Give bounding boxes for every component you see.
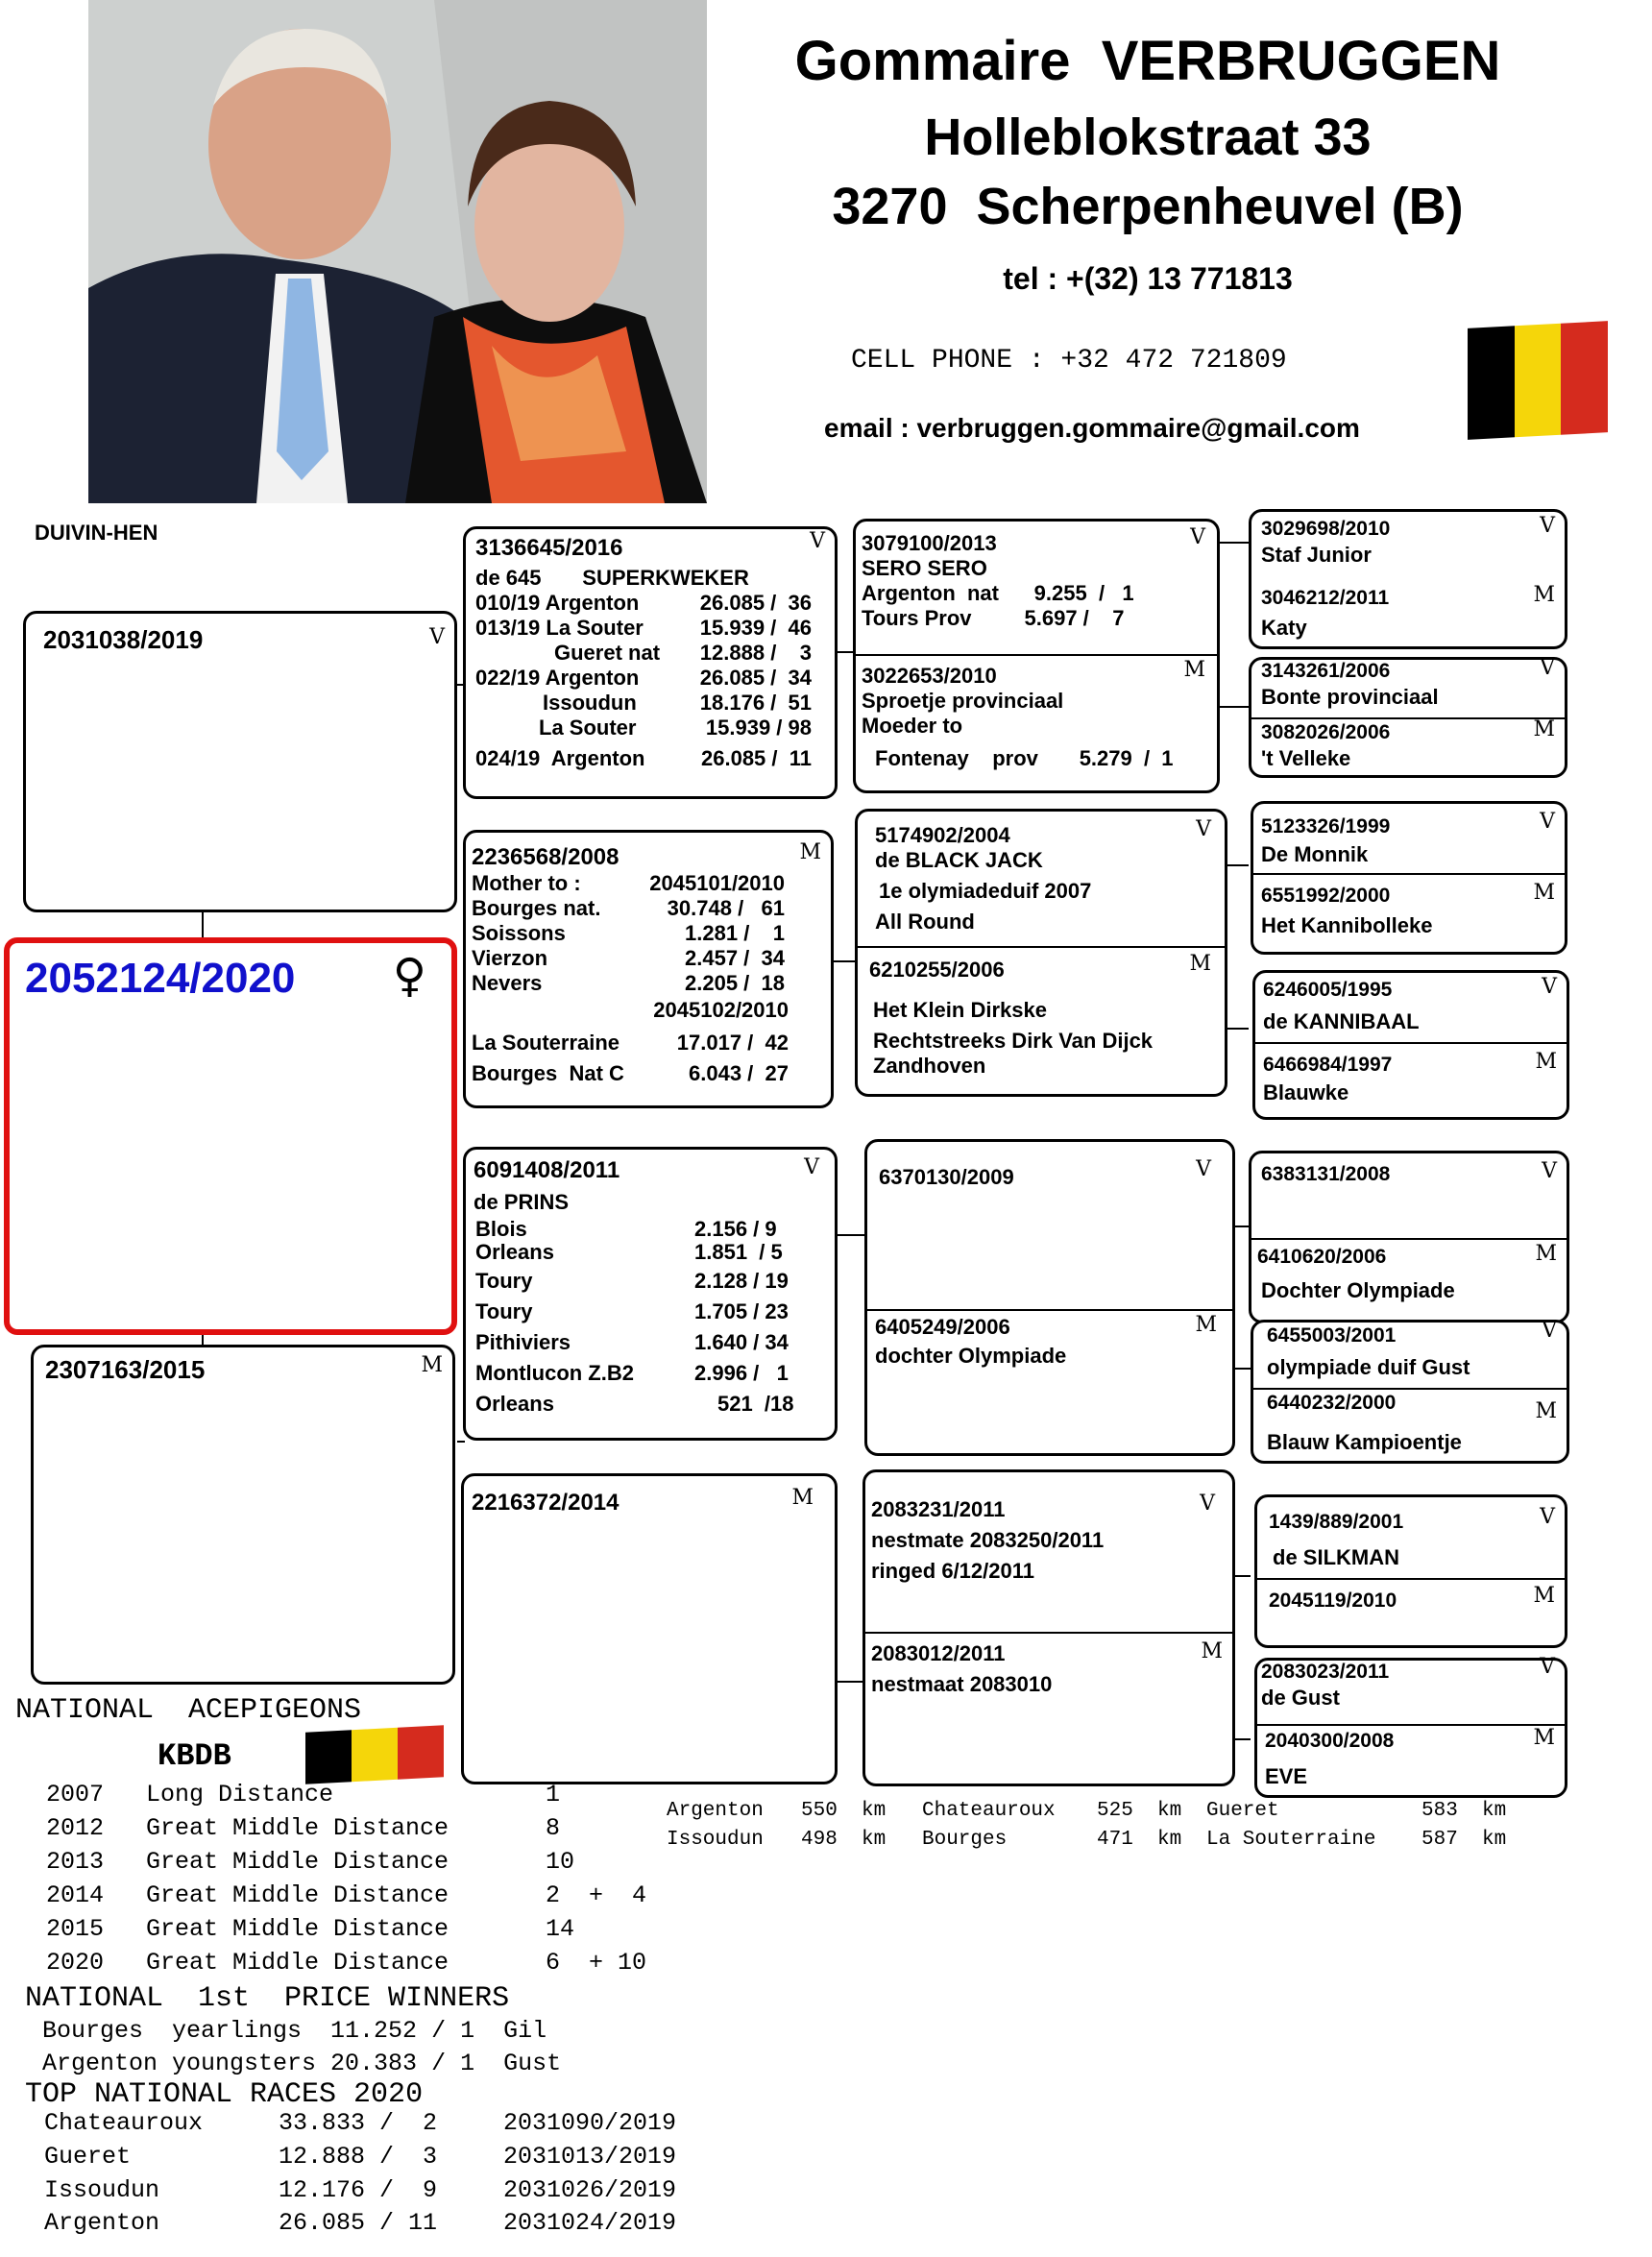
gen4-3-top-sex: V	[1542, 975, 1557, 999]
gen3-3-bottom-sex: M	[1201, 1639, 1223, 1663]
ace-rank: 6 + 10	[546, 1949, 647, 1977]
race-ring: 2031026/2019	[503, 2176, 677, 2204]
gen2-2-l2-label: Toury	[475, 1269, 533, 1293]
gen4-5-bottom-ring: 6440232/2000	[1267, 1392, 1397, 1414]
winner-row: Bourges yearlings 11.252 / 1 Gil	[42, 2017, 547, 2045]
gen3-pair-1-box	[855, 809, 1227, 1097]
subject-box	[4, 937, 457, 1335]
gen3-1-top-l2: All Round	[875, 910, 975, 934]
gen2-2-name: de PRINS	[474, 1190, 570, 1214]
ace-year: 2020	[46, 1949, 105, 1977]
belgian-flag-header	[1468, 321, 1608, 440]
gen4-2-top-name: De Monnik	[1261, 842, 1369, 866]
race-result: 12.888 / 3	[279, 2143, 438, 2171]
ace-category: Great Middle Distance	[146, 1949, 449, 1977]
gen2-2-l1-label: Orleans	[475, 1240, 554, 1264]
gen3-pair-3-box	[862, 1469, 1235, 1786]
gen2-1-l2-label: Soissons	[472, 921, 566, 945]
gen2-1-ring: 2236568/2008	[472, 844, 620, 870]
gen4-1-top-ring: 3143261/2006	[1261, 660, 1391, 682]
gen3-pair-0-box	[853, 519, 1220, 793]
gen2-0-l1-value: 15.939 / 46	[699, 616, 812, 640]
gen2-0-name: de 645 SUPERKWEKER	[475, 566, 749, 590]
race-ring: 2031090/2019	[503, 2109, 677, 2137]
ace-category: Great Middle Distance	[146, 1881, 449, 1909]
ace-category: Great Middle Distance	[146, 1915, 449, 1943]
gen2-0-l0-label: 010/19 Argenton	[475, 591, 640, 615]
distance-place: Chateauroux	[922, 1800, 1056, 1822]
gen2-2-ring: 6091408/2011	[474, 1157, 620, 1183]
breeder-cell: CELL PHONE : +32 472 721809	[851, 346, 1287, 376]
gen2-2-l5-value: 2.996 / 1	[694, 1361, 789, 1385]
race-name: Gueret	[44, 2143, 132, 2171]
gen2-1-l0-label: Mother to :	[472, 871, 581, 895]
gen2-2-l6-value: 521 /18	[717, 1392, 794, 1416]
gen4-2-bottom-name: Het Kannibolleke	[1261, 913, 1433, 937]
gen4-7-top-name: de Gust	[1261, 1686, 1340, 1710]
gen4-6-bottom-sex: M	[1533, 1584, 1555, 1608]
grandsire-paternal-box	[463, 526, 838, 799]
gen4-7-top-sex: V	[1540, 1655, 1555, 1679]
gen3-0-top-l0: SERO SERO	[862, 556, 987, 580]
gen4-pair-6-box	[1254, 1494, 1567, 1648]
ace-category: Long Distance	[146, 1781, 334, 1808]
gen4-7-bottom-ring: 2040300/2008	[1265, 1730, 1395, 1752]
gen2-2-l2-value: 2.128 / 19	[694, 1269, 789, 1293]
gen2-0-l5-label: La Souter	[539, 716, 637, 740]
gen4-pair-5-box	[1251, 1320, 1569, 1464]
gen4-3-top-name: de KANNIBAAL	[1263, 1009, 1420, 1033]
dam-sex: M	[421, 1353, 443, 1377]
gen4-0-bottom-name: Katy	[1261, 616, 1307, 640]
gen4-1-top-sex: V	[1540, 656, 1555, 680]
gen3-0-bottom-ring: 3022653/2010	[862, 664, 997, 688]
distance-km: 498 km	[801, 1829, 887, 1851]
ace-category: Great Middle Distance	[146, 1814, 449, 1842]
grandsire-maternal-box	[463, 1147, 838, 1441]
gen2-1-l6-value: 17.017 / 42	[676, 1031, 789, 1055]
gen2-3-ring: 2216372/2014	[472, 1490, 620, 1516]
gen4-6-top-sex: V	[1540, 1505, 1555, 1529]
race-name: Argenton	[44, 2209, 160, 2237]
gen4-2-bottom-sex: M	[1533, 881, 1555, 905]
gen2-0-l6-label: 024/19 Argenton	[475, 746, 645, 770]
gen2-2-l3-label: Toury	[475, 1299, 533, 1323]
gen3-0-top-ring: 3079100/2013	[862, 531, 997, 555]
ace-year: 2007	[46, 1781, 105, 1808]
gen4-7-bottom-name: EVE	[1265, 1764, 1308, 1788]
ace-rank: 1	[546, 1781, 561, 1808]
gen2-1-l3-value: 2.457 / 34	[685, 946, 785, 970]
gen4-3-bottom-sex: M	[1535, 1050, 1557, 1074]
gen4-5-bottom-sex: M	[1535, 1399, 1557, 1423]
gen2-2-l1-value: 1.851 / 5	[694, 1240, 783, 1264]
gen2-0-sex: V	[810, 529, 825, 553]
gen4-7-top-ring: 2083023/2011	[1261, 1661, 1390, 1683]
top-races-title: TOP NATIONAL RACES 2020	[25, 2078, 424, 2111]
gen2-0-l3-value: 26.085 / 34	[699, 666, 812, 690]
winner-row: Argenton youngsters 20.383 / 1 Gust	[42, 2050, 562, 2077]
race-name: Chateauroux	[44, 2109, 204, 2137]
ace-rank: 14	[546, 1915, 575, 1943]
gen4-0-top-name: Staf Junior	[1261, 543, 1372, 567]
gen4-pair-0-box	[1249, 509, 1567, 649]
gen4-2-top-ring: 5123326/1999	[1261, 815, 1391, 837]
gen4-4-bottom-ring: 6410620/2006	[1257, 1246, 1387, 1268]
sire-box	[23, 611, 457, 912]
distance-km: 471 km	[1097, 1829, 1182, 1851]
gen4-pair-4-box	[1249, 1151, 1569, 1323]
race-result: 12.176 / 9	[279, 2176, 438, 2204]
distance-place: La Souterraine	[1206, 1829, 1376, 1851]
gen4-3-bottom-name: Blauwke	[1263, 1080, 1349, 1104]
subject-ring: 2052124/2020	[25, 955, 296, 1002]
gen4-4-bottom-sex: M	[1535, 1242, 1557, 1266]
gen4-1-bottom-name: 't Velleke	[1261, 746, 1351, 770]
gen2-2-l6-label: Orleans	[475, 1392, 554, 1416]
ace-year: 2014	[46, 1881, 105, 1909]
gen2-1-l7-label: Bourges Nat C	[472, 1061, 624, 1085]
gen3-2-bottom-l0: dochter Olympiade	[875, 1344, 1067, 1368]
gen2-1-l3-label: Vierzon	[472, 946, 548, 970]
gen2-0-l4-value: 18.176 / 51	[699, 691, 812, 715]
owners-photo-illustration	[88, 0, 707, 503]
ace-category: Great Middle Distance	[146, 1848, 449, 1876]
sire-ring: 2031038/2019	[43, 625, 204, 654]
gen3-1-bottom-l1: Rechtstreeks Dirk Van Dijck	[873, 1029, 1154, 1053]
distance-km: 587 km	[1421, 1829, 1507, 1851]
gen2-2-l0-label: Blois	[475, 1217, 527, 1241]
gen2-1-l1-value: 30.748 / 61	[667, 896, 785, 920]
gen3-1-top-ring: 5174902/2004	[875, 823, 1010, 847]
gen3-3-bottom-ring: 2083012/2011	[871, 1641, 1006, 1665]
pedigree-sex-label: DUIVIN-HEN	[35, 521, 158, 545]
distance-place: Argenton	[667, 1800, 764, 1822]
gen4-pair-7-box	[1254, 1655, 1567, 1798]
gen4-0-bottom-sex: M	[1533, 583, 1555, 607]
race-result: 26.085 / 11	[279, 2209, 438, 2237]
gen3-0-bottom-sex: M	[1183, 658, 1205, 682]
gen4-3-bottom-ring: 6466984/1997	[1263, 1054, 1393, 1076]
breeder-email: email : verbruggen.gommaire@gmail.com	[824, 413, 1360, 443]
sire-sex: V	[429, 625, 445, 649]
gen2-1-l4-label: Nevers	[472, 971, 543, 995]
belgian-flag-kbdb	[305, 1725, 444, 1784]
gen2-1-l4-value: 2.205 / 18	[685, 971, 785, 995]
gen4-4-top-sex: V	[1542, 1159, 1557, 1183]
dam-ring: 2307163/2015	[45, 1355, 206, 1384]
gen2-2-l5-label: Montlucon Z.B2	[475, 1361, 634, 1385]
gen4-0-bottom-ring: 3046212/2011	[1261, 587, 1390, 609]
gen3-1-top-sex: V	[1196, 817, 1211, 841]
gen4-6-bottom-ring: 2045119/2010	[1269, 1590, 1397, 1612]
gen3-2-top-sex: V	[1196, 1157, 1211, 1181]
gen2-0-l4-label: Issoudun	[543, 691, 637, 715]
gen3-pair-2-box	[864, 1139, 1235, 1456]
gen4-4-bottom-name: Dochter Olympiade	[1261, 1278, 1455, 1302]
gen4-5-bottom-name: Blauw Kampioentje	[1267, 1430, 1462, 1454]
gen3-1-bottom-l0: Het Klein Dirkske	[873, 998, 1047, 1022]
dam-box	[31, 1345, 455, 1685]
gen4-pair-1-box	[1249, 657, 1567, 778]
race-ring: 2031013/2019	[503, 2143, 677, 2171]
gen2-1-l2-value: 1.281 / 1	[685, 921, 785, 945]
ace-year: 2013	[46, 1848, 105, 1876]
breeder-tel: tel : +(32) 13 771813	[1003, 261, 1293, 296]
gen2-2-l3-value: 1.705 / 23	[694, 1299, 789, 1323]
ace-rank: 10	[546, 1848, 575, 1876]
gen4-5-top-name: olympiade duif Gust	[1267, 1355, 1470, 1379]
gen2-1-l0-value: 2045101/2010	[649, 871, 785, 895]
gen3-0-top-l2: Tours Prov 5.697 / 7	[862, 606, 1125, 630]
race-result: 33.833 / 2	[279, 2109, 438, 2137]
ace-year: 2012	[46, 1814, 105, 1842]
race-ring: 2031024/2019	[503, 2209, 677, 2237]
gen2-0-l3-label: 022/19 Argenton	[475, 666, 640, 690]
gen4-pair-2-box	[1251, 801, 1567, 955]
gen4-1-top-name: Bonte provinciaal	[1261, 685, 1439, 709]
gen2-0-ring: 3136645/2016	[475, 535, 623, 561]
gen3-1-top-l1: 1e olymiadeduif 2007	[879, 879, 1092, 903]
gen2-0-l6-value: 26.085 / 11	[701, 746, 812, 770]
gen3-1-bottom-l2: Zandhoven	[873, 1054, 986, 1078]
subject-sex-icon: ♀	[392, 949, 426, 1003]
gen4-4-top-ring: 6383131/2008	[1261, 1163, 1391, 1185]
gen4-5-top-sex: V	[1542, 1319, 1557, 1343]
gen2-2-l0-value: 2.156 / 9	[694, 1217, 777, 1241]
gen3-3-bottom-l0: nestmaat 2083010	[871, 1672, 1053, 1696]
gen3-3-top-ring: 2083231/2011	[871, 1497, 1006, 1521]
gen3-2-bottom-ring: 6405249/2006	[875, 1315, 1010, 1339]
gen3-2-top-ring: 6370130/2009	[879, 1165, 1014, 1189]
ace-rank: 8	[546, 1814, 561, 1842]
gen2-1-l1-label: Bourges nat.	[472, 896, 601, 920]
granddam-paternal-box	[463, 830, 834, 1108]
gen2-1-l6-label: La Souterraine	[472, 1031, 620, 1055]
ace-rank: 2 + 4	[546, 1881, 647, 1909]
gen2-3-sex: M	[791, 1486, 814, 1510]
gen2-2-sex: V	[804, 1155, 819, 1179]
gen2-0-l1-label: 013/19 La Souter	[475, 616, 644, 640]
gen3-1-top-l0: de BLACK JACK	[875, 848, 1043, 872]
gen4-2-bottom-ring: 6551992/2000	[1261, 885, 1391, 907]
gen3-3-top-sex: V	[1200, 1492, 1215, 1516]
gen4-2-top-sex: V	[1540, 810, 1555, 834]
distance-place: Bourges	[922, 1829, 1008, 1851]
gen2-0-l0-value: 26.085 / 36	[699, 591, 812, 615]
breeder-street: Holleblokstraat 33	[924, 109, 1372, 166]
gen3-3-top-l1: ringed 6/12/2011	[871, 1559, 1034, 1583]
gen3-0-bottom-l1: Moeder to	[862, 714, 963, 738]
gen4-1-bottom-sex: M	[1533, 717, 1555, 741]
breeder-name: Gommaire VERBRUGGEN	[794, 30, 1501, 92]
distance-km: 550 km	[801, 1800, 887, 1822]
distance-place: Issoudun	[667, 1829, 764, 1851]
gen3-2-bottom-sex: M	[1195, 1313, 1217, 1337]
gen4-1-bottom-ring: 3082026/2006	[1261, 721, 1391, 743]
gen3-3-top-l0: nestmate 2083250/2011	[871, 1528, 1105, 1552]
granddam-maternal-box	[461, 1473, 838, 1784]
gen3-0-top-l1: Argenton nat 9.255 / 1	[862, 581, 1134, 605]
ace-org: KBDB	[158, 1738, 231, 1774]
gen2-0-l2-value: 12.888 / 3	[699, 641, 812, 665]
distance-km: 525 km	[1097, 1800, 1182, 1822]
distance-km: 583 km	[1421, 1800, 1507, 1822]
gen3-1-bottom-ring: 6210255/2006	[869, 958, 1005, 982]
gen4-6-top-ring: 1439/889/2001	[1269, 1511, 1404, 1533]
gen4-pair-3-box	[1252, 970, 1569, 1120]
gen2-0-l2-label: Gueret nat	[554, 641, 661, 665]
gen3-0-bottom-l0: Sproetje provinciaal	[862, 689, 1064, 713]
gen3-1-bottom-sex: M	[1189, 952, 1211, 976]
ace-year: 2015	[46, 1915, 105, 1943]
gen2-1-l5-value: 2045102/2010	[653, 998, 789, 1022]
ace-title: NATIONAL ACEPIGEONS	[15, 1694, 362, 1727]
race-name: Issoudun	[44, 2176, 160, 2204]
gen2-1-l7-value: 6.043 / 27	[689, 1061, 789, 1085]
breeder-city: 3270 Scherpenheuvel (B)	[832, 178, 1464, 235]
gen3-0-top-sex: V	[1190, 525, 1205, 549]
gen3-0-bottom-l2: Fontenay prov 5.279 / 1	[875, 746, 1174, 770]
owners-photo	[88, 0, 707, 503]
gen2-2-l4-value: 1.640 / 34	[694, 1330, 789, 1354]
distance-place: Gueret	[1206, 1800, 1279, 1822]
gen4-7-bottom-sex: M	[1533, 1726, 1555, 1750]
gen4-0-top-sex: V	[1540, 514, 1555, 538]
gen2-1-sex: M	[799, 840, 821, 864]
gen4-5-top-ring: 6455003/2001	[1267, 1324, 1397, 1347]
gen2-0-l5-value: 15.939 / 98	[705, 716, 812, 740]
gen4-6-top-name: de SILKMAN	[1273, 1545, 1399, 1569]
winners-title: NATIONAL 1st PRICE WINNERS	[25, 1982, 510, 2015]
gen4-0-top-ring: 3029698/2010	[1261, 518, 1391, 540]
gen2-2-l4-label: Pithiviers	[475, 1330, 571, 1354]
gen4-3-top-ring: 6246005/1995	[1263, 979, 1393, 1001]
